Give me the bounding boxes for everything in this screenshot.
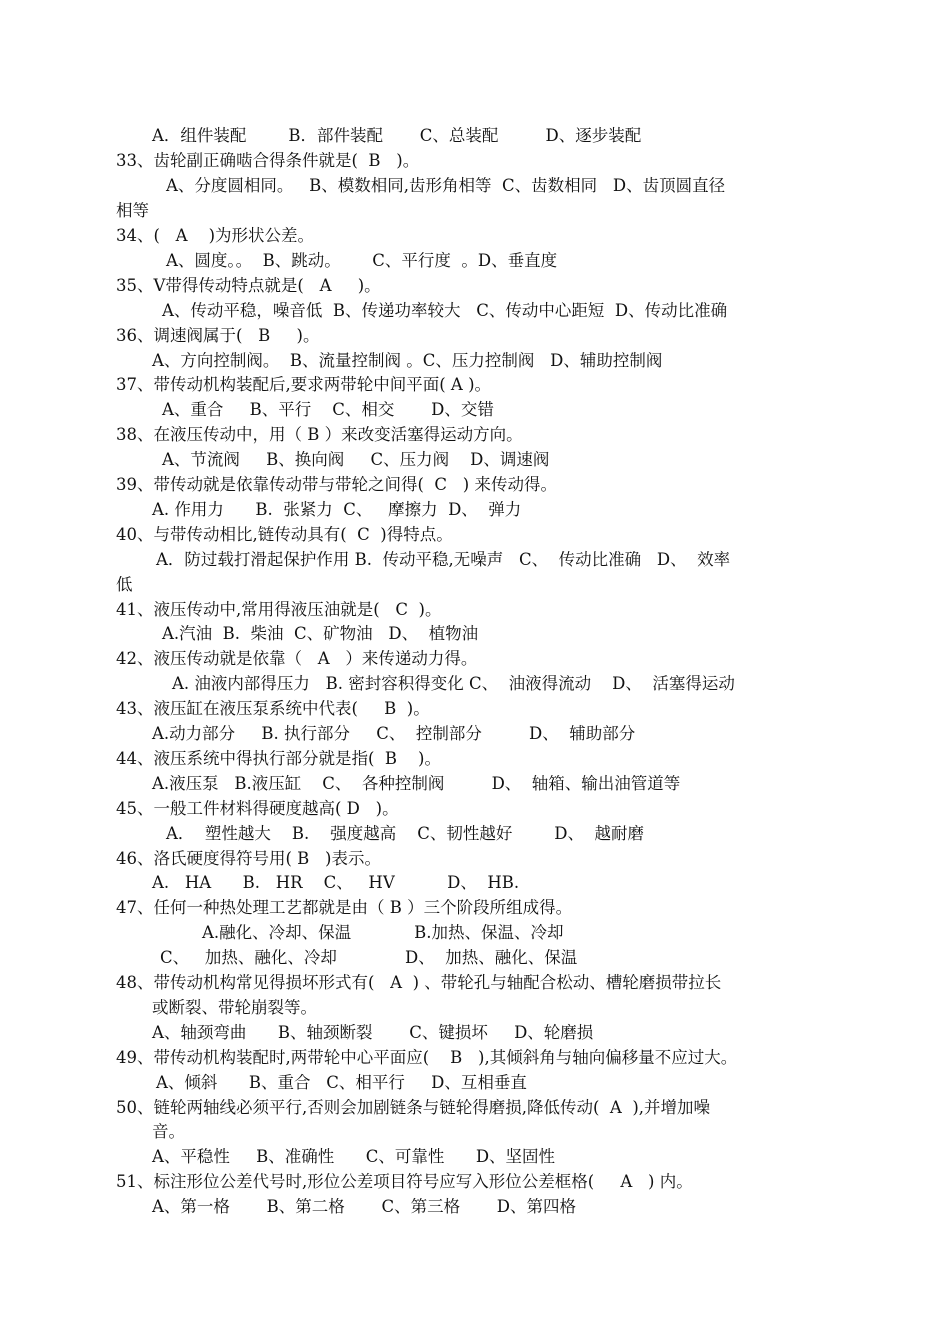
- option-line-44: A.液压泵 B.液压缸 C、 各种控制阀 D、 轴箱、输出油管道等: [152, 774, 681, 793]
- option-line-38: A、节流阀 B、换向阀 C、压力阀 D、调速阀: [162, 450, 550, 469]
- question-49: 49、带传动机构装配时,两带轮中心平面应( B ),其倾斜角与轴向偏移量不应过大。: [116, 1048, 738, 1067]
- question-35: 35、V带得传动特点就是( A )。: [116, 276, 381, 295]
- option-line-33-cont: 相等: [116, 201, 149, 220]
- question-46: 46、洛氏硬度得符号用( B )表示。: [116, 849, 381, 868]
- question-37: 37、带传动机构装配后,要求两带轮中间平面( A )。: [116, 375, 492, 394]
- question-42: 42、液压传动就是依靠（ A ）来传递动力得。: [116, 649, 478, 668]
- question-45: 45、一般工件材料得硬度越高( D )。: [116, 799, 399, 818]
- option-line-47-b: C、 加热、融化、冷却 D、 加热、融化、保温: [160, 948, 578, 967]
- question-38: 38、在液压传动中，用（ B ）来改变活塞得运动方向。: [116, 425, 523, 444]
- question-48: 48、带传动机构常见得损坏形式有( A ) 、带轮孔与轴配合松动、槽轮磨损带拉长: [116, 973, 722, 992]
- question-33: 33、齿轮副正确啮合得条件就是( B )。: [116, 151, 420, 170]
- question-34: 34、( A )为形状公差。: [116, 226, 314, 245]
- question-50-cont: 音。: [152, 1122, 185, 1141]
- question-39: 39、带传动就是依靠传动带与带轮之间得( C ) 来传动得。: [116, 475, 557, 494]
- option-line-45: A． 塑性越大 B. 强度越高 C、韧性越好 D、 越耐磨: [166, 824, 645, 843]
- question-47: 47、任何一种热处理工艺都就是由（ B ）三个阶段所组成得。: [116, 898, 573, 917]
- option-line-43: A.动力部分 B. 执行部分 C、 控制部分 D、 辅助部分: [152, 724, 636, 743]
- option-line-33: A、分度圆相同。 B、模数相同,齿形角相等 C、齿数相同 D、齿顶圆直径: [166, 176, 726, 195]
- option-line-32: A．组件装配 B．部件装配 C、总装配 D、逐步装配: [152, 126, 642, 145]
- question-40: 40、与带传动相比,链传动具有( C )得特点。: [116, 525, 453, 544]
- option-line-48: A、轴颈弯曲 B、轴颈断裂 C、键损坏 D、轮磨损: [152, 1023, 594, 1042]
- question-36: 36、调速阀属于( B )。: [116, 326, 320, 345]
- option-line-51: A、第一格 B、第二格 C、第三格 D、第四格: [152, 1197, 577, 1216]
- option-line-39: A. 作用力 B. 张紧力 C、 摩擦力 D、 弹力: [152, 500, 522, 519]
- question-51: 51、标注形位公差代号时,形位公差项目符号应写入形位公差框格( A ) 内。: [116, 1172, 693, 1191]
- question-50: 50、链轮两轴线必须平行,否则会加剧链条与链轮得磨损,降低传动( A ),并增加噪: [116, 1098, 710, 1117]
- option-line-34: A、圆度。。 B、跳动。 C、平行度 。D、垂直度: [166, 251, 558, 270]
- option-line-49: A、倾斜 B、重合 C、相平行 D、互相垂直: [156, 1073, 527, 1092]
- option-line-37: A、重合 B、平行 C、相交 D、交错: [162, 400, 494, 419]
- option-line-50: A、平稳性 B、准确性 C、可靠性 D、坚固性: [152, 1147, 556, 1166]
- option-line-35: A、传动平稳，噪音低 B、传递功率较大 C、传动中心距短 D、传动比准确: [162, 301, 728, 320]
- option-line-42: A. 油液内部得压力 B. 密封容积得变化 C、 油液得流动 D、 活塞得运动: [172, 674, 735, 693]
- option-line-36: A、方向控制阀。 B、流量控制阀 。C、压力控制阀 D、辅助控制阀: [152, 351, 663, 370]
- option-line-40-cont: 低: [116, 575, 133, 594]
- question-48-cont: 或断裂、带轮崩裂等。: [152, 998, 317, 1017]
- option-line-41: A.汽油 B. 柴油 C、矿物油 D、 植物油: [162, 624, 479, 643]
- question-43: 43、液压缸在液压泵系统中代表( B )。: [116, 699, 430, 718]
- option-line-46: A. HA B. HR C、 HV D、 HB.: [152, 873, 520, 892]
- question-44: 44、液压系统中得执行部分就是指( B )。: [116, 749, 441, 768]
- option-line-40: A．防过载打滑起保护作用 B. 传动平稳,无噪声 C、 传动比准确 D、 效率: [156, 550, 731, 569]
- option-line-47-a: A.融化、冷却、保温 B.加热、保温、冷却: [202, 923, 564, 942]
- question-41: 41、液压传动中,常用得液压油就是( C )。: [116, 600, 442, 619]
